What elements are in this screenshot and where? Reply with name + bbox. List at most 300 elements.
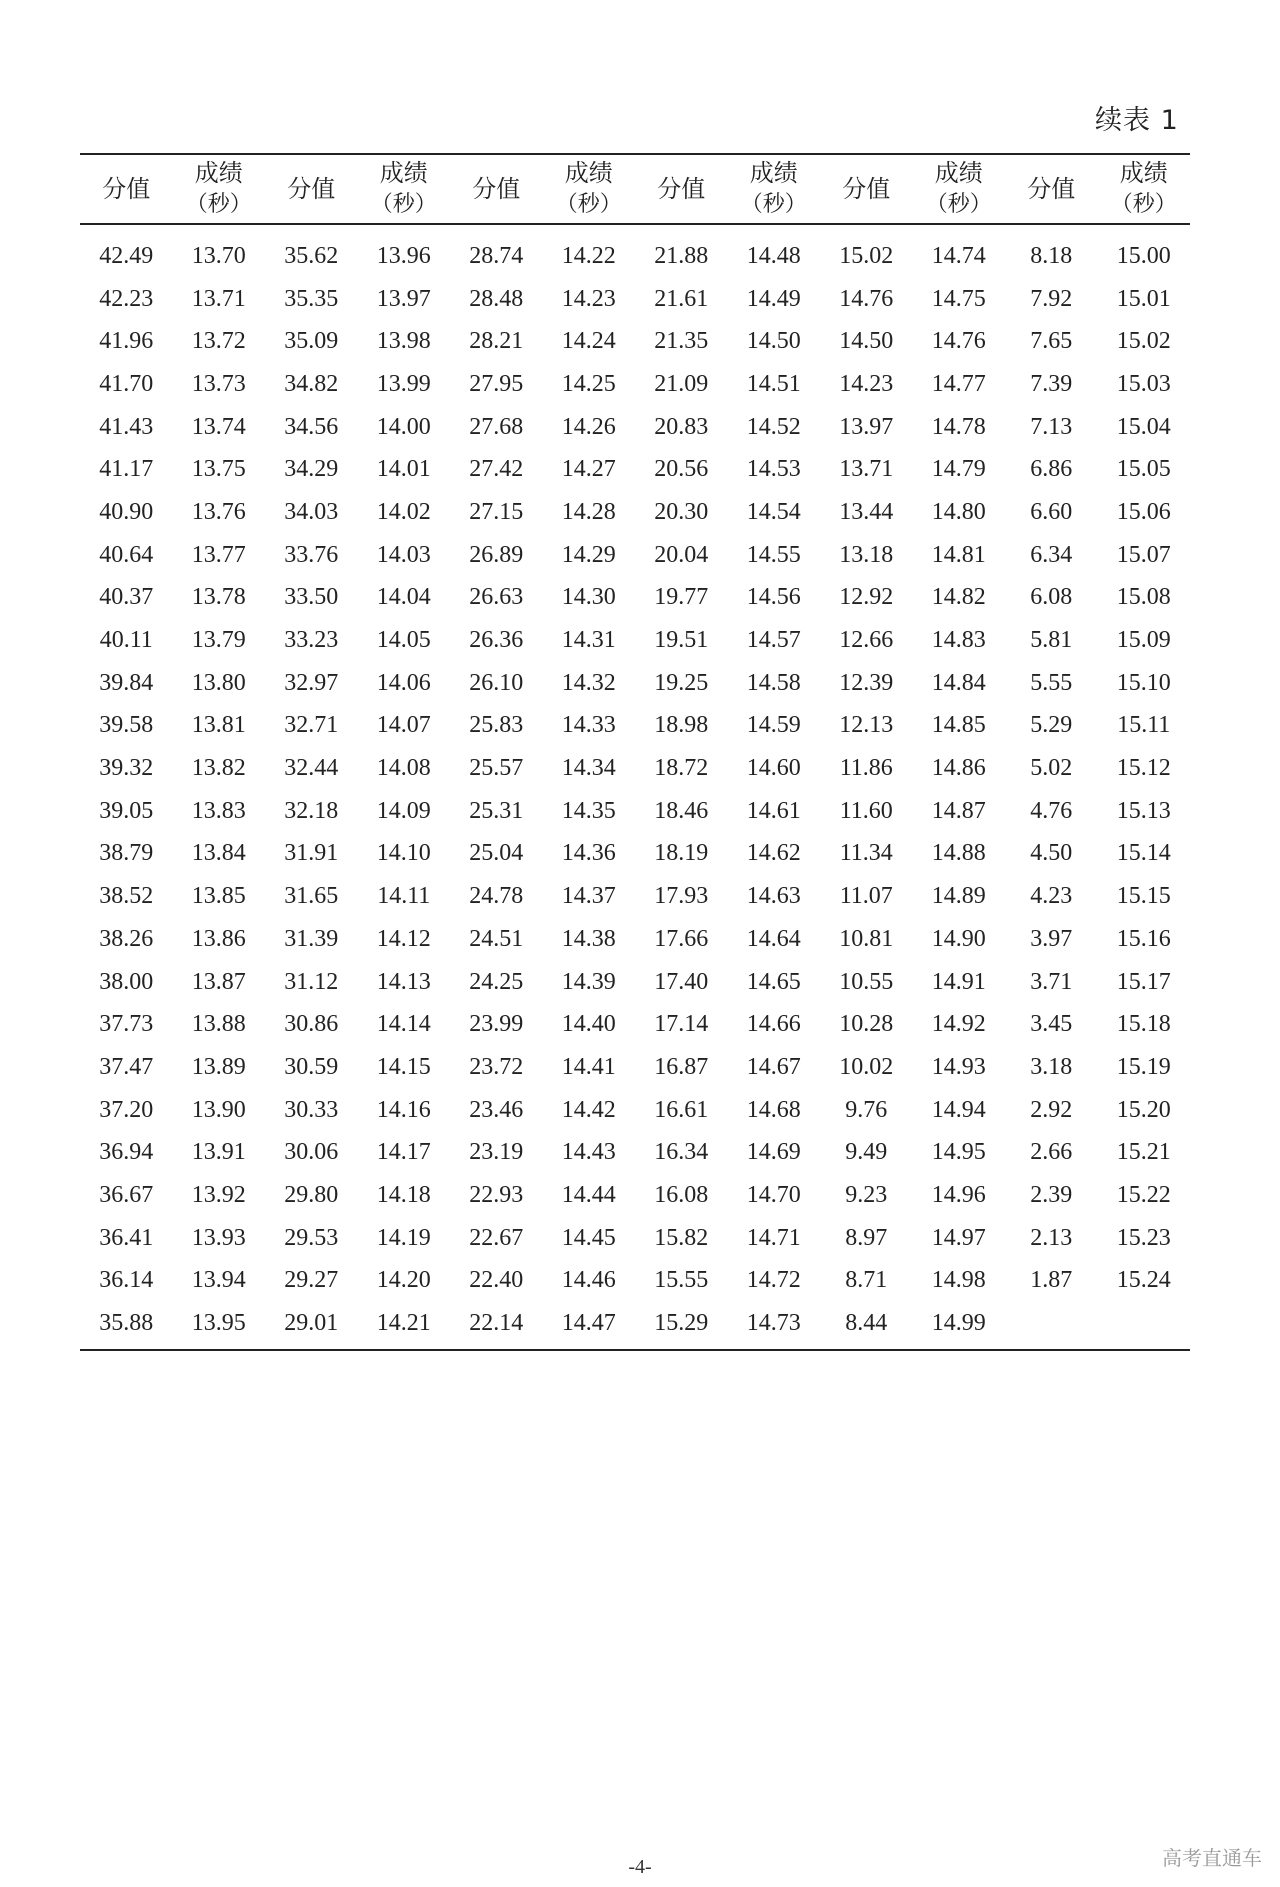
result-cell: 14.69 [746,1139,801,1166]
result-cell: 14.15 [376,1053,431,1080]
score-cell: 20.30 [654,498,709,525]
result-cell: 14.54 [746,498,801,525]
score-cell: 28.74 [469,242,524,269]
score-cell: 13.44 [839,498,894,525]
table-row [80,577,1190,620]
result-cell: 14.56 [746,584,801,611]
score-cell: 15.02 [839,242,894,269]
score-cell: 3.71 [1030,968,1073,995]
result-cell: 14.98 [931,1267,986,1294]
page-number: -4- [628,1856,652,1878]
score-cell: 6.08 [1030,584,1073,611]
result-cell: 14.38 [561,925,616,952]
table-row [80,1046,1190,1089]
score-cell: 30.59 [284,1053,339,1080]
table-row [80,1131,1190,1174]
result-cell: 14.13 [376,968,431,995]
score-cell: 26.63 [469,584,524,611]
result-cell: 14.74 [931,242,986,269]
score-cell: 18.98 [654,712,709,739]
header-score: 分值 [635,154,728,224]
result-cell: 14.19 [376,1224,431,1251]
score-cell: 39.58 [99,712,154,739]
result-cell: 13.77 [191,541,246,568]
result-cell: 13.84 [191,840,246,867]
table-row [80,833,1190,876]
header-score: 分值 [450,154,543,224]
result-cell: 14.30 [561,584,616,611]
score-cell: 38.26 [99,925,154,952]
score-cell: 6.34 [1030,541,1073,568]
result-cell: 13.78 [191,584,246,611]
result-cell: 14.35 [561,797,616,824]
score-cell: 14.23 [839,370,894,397]
result-cell: 13.98 [376,328,431,355]
score-cell: 9.23 [845,1181,888,1208]
result-cell: 13.76 [191,498,246,525]
result-cell: 14.50 [746,328,801,355]
score-cell: 30.06 [284,1139,339,1166]
result-cell: 15.00 [1116,242,1171,269]
header-result-label: 成绩 [749,159,798,187]
score-cell: 28.21 [469,328,524,355]
result-cell: 14.29 [561,541,616,568]
score-cell: 32.44 [284,755,339,782]
table-caption: 续表 1 [1095,105,1179,136]
score-cell: 38.52 [99,883,154,910]
score-cell: 23.99 [469,1011,524,1038]
score-cell: 32.18 [284,797,339,824]
score-cell: 20.04 [654,541,709,568]
result-cell: 14.23 [561,285,616,312]
header-result-unit: （秒） [185,192,252,217]
table-row [80,363,1190,406]
result-cell: 14.20 [376,1267,431,1294]
result-cell: 14.88 [931,840,986,867]
score-cell: 27.15 [469,498,524,525]
result-cell: 13.95 [173,1302,266,1350]
score-cell: 17.66 [654,925,709,952]
result-cell: 13.81 [191,712,246,739]
score-cell: 34.03 [284,498,339,525]
score-cell: 39.84 [99,669,154,696]
score-cell: 36.94 [99,1139,154,1166]
table-row [80,320,1190,363]
header-result-unit: （秒） [925,192,992,217]
result-cell: 14.81 [931,541,986,568]
result-cell: 14.97 [931,1224,986,1251]
table-body [80,224,1190,1350]
score-cell: 37.73 [99,1011,154,1038]
result-cell: 15.17 [1116,968,1171,995]
score-cell: 25.31 [469,797,524,824]
result-cell: 14.21 [358,1302,451,1350]
table-row [80,790,1190,833]
score-cell: 29.01 [265,1302,358,1350]
result-cell: 14.58 [746,669,801,696]
result-cell: 14.57 [746,627,801,654]
table-row [80,1260,1190,1303]
score-cell: 24.25 [469,968,524,995]
result-cell: 14.04 [376,584,431,611]
result-cell: 14.91 [931,968,986,995]
score-cell: 13.97 [839,413,894,440]
table-row [80,1003,1190,1046]
score-cell: 10.55 [839,968,894,995]
result-cell: 15.01 [1116,285,1171,312]
score-cell: 4.50 [1030,840,1073,867]
result-cell: 15.11 [1117,712,1171,739]
table-row [80,406,1190,449]
result-cell: 14.14 [376,1011,431,1038]
score-cell: 23.72 [469,1053,524,1080]
score-cell: 23.46 [469,1096,524,1123]
result-cell: 14.63 [746,883,801,910]
result-cell: 14.80 [931,498,986,525]
score-cell: 22.14 [450,1302,543,1350]
result-cell: 15.14 [1116,840,1171,867]
score-cell: 28.48 [469,285,524,312]
score-cell: 7.13 [1030,413,1073,440]
score-cell: 35.88 [80,1302,173,1350]
result-cell: 14.67 [746,1053,801,1080]
score-cell: 31.91 [284,840,339,867]
result-cell: 13.92 [191,1181,246,1208]
result-cell: 14.17 [376,1139,431,1166]
score-cell: 11.34 [839,840,893,867]
result-cell: 14.26 [561,413,616,440]
header-result [543,154,636,224]
result-cell: 13.83 [191,797,246,824]
table-row [80,1217,1190,1260]
score-cell: 36.41 [99,1224,154,1251]
result-cell: 14.01 [376,456,431,483]
result-cell: 14.51 [746,370,801,397]
score-cell: 5.02 [1030,755,1073,782]
result-cell: 14.11 [377,883,431,910]
result-cell: 13.75 [191,456,246,483]
result-cell: 14.68 [746,1096,801,1123]
score-cell: 36.67 [99,1181,154,1208]
score-cell: 38.00 [99,968,154,995]
result-cell: 14.52 [746,413,801,440]
table-row [80,662,1190,705]
table-row [80,619,1190,662]
result-cell: 14.82 [931,584,986,611]
result-cell: 15.02 [1116,328,1171,355]
score-cell: 7.65 [1030,328,1073,355]
score-cell: 8.71 [845,1267,888,1294]
score-cell: 24.51 [469,925,524,952]
score-cell: 36.14 [99,1267,154,1294]
score-cell: 6.60 [1030,498,1073,525]
score-cell: 12.92 [839,584,894,611]
table-row [80,1174,1190,1217]
score-cell: 16.34 [654,1139,709,1166]
header-result-unit: （秒） [1110,192,1177,217]
score-cell: 40.64 [99,541,154,568]
result-cell: 15.21 [1116,1139,1171,1166]
header-result [913,154,1006,224]
result-cell: 14.59 [746,712,801,739]
result-cell: 14.65 [746,968,801,995]
score-cell: 40.90 [99,498,154,525]
result-cell: 14.86 [931,755,986,782]
score-cell: 2.39 [1030,1181,1073,1208]
score-cell: 35.62 [284,242,339,269]
score-cell: 27.95 [469,370,524,397]
result-cell: 13.94 [191,1267,246,1294]
result-cell: 14.34 [561,755,616,782]
result-cell: 15.18 [1116,1011,1171,1038]
result-cell: 14.78 [931,413,986,440]
result-cell: 15.24 [1116,1267,1171,1294]
score-cell: 10.28 [839,1011,894,1038]
result-cell: 15.04 [1116,413,1171,440]
result-cell: 14.47 [543,1302,636,1350]
header-result-label: 成绩 [194,159,243,187]
score-cell: 29.80 [284,1181,339,1208]
score-cell: 8.97 [845,1224,888,1251]
header-result-label: 成绩 [934,159,983,187]
score-cell: 8.44 [820,1302,913,1350]
score-cell: 21.35 [654,328,709,355]
result-cell: 15.20 [1116,1096,1171,1123]
header-result [1098,154,1191,224]
result-cell: 14.44 [561,1181,616,1208]
result-cell: 14.61 [746,797,801,824]
result-cell: 15.10 [1116,669,1171,696]
score-cell: 3.18 [1030,1053,1073,1080]
result-cell: 13.73 [191,370,246,397]
table-row [80,961,1190,1004]
score-cell: 2.66 [1030,1139,1073,1166]
score-cell: 18.46 [654,797,709,824]
score-cell: 41.17 [99,456,154,483]
result-cell: 14.25 [561,370,616,397]
score-cell: 29.27 [284,1267,339,1294]
score-cell: 22.40 [469,1267,524,1294]
score-cell: 39.05 [99,797,154,824]
score-cell: 19.25 [654,669,709,696]
result-cell: 13.82 [191,755,246,782]
result-cell: 13.97 [376,285,431,312]
result-cell: 15.13 [1116,797,1171,824]
result-cell: 14.60 [746,755,801,782]
score-cell: 12.13 [839,712,894,739]
result-cell: 14.16 [376,1096,431,1123]
result-cell: 14.39 [561,968,616,995]
header-score: 分值 [80,154,173,224]
score-cell: 42.23 [99,285,154,312]
score-cell: 5.81 [1030,627,1073,654]
score-cell: 19.77 [654,584,709,611]
score-cell: 18.72 [654,755,709,782]
result-cell: 15.16 [1116,925,1171,952]
score-cell: 3.45 [1030,1011,1073,1038]
header-result [728,154,821,224]
score-cell: 10.02 [839,1053,894,1080]
result-cell: 14.05 [376,627,431,654]
table-row [80,534,1190,577]
score-cell: 13.71 [839,456,894,483]
result-cell: 14.36 [561,840,616,867]
score-cell: 31.65 [284,883,339,910]
result-cell: 14.49 [746,285,801,312]
score-cell: 26.10 [469,669,524,696]
header-result [358,154,451,224]
score-cell: 20.83 [654,413,709,440]
result-cell: 15.15 [1116,883,1171,910]
result-cell: 14.73 [728,1302,821,1350]
result-cell: 15.09 [1116,627,1171,654]
header-score: 分值 [1005,154,1098,224]
result-cell: 15.03 [1116,370,1171,397]
score-cell: 20.56 [654,456,709,483]
result-cell: 13.70 [191,242,246,269]
header-score: 分值 [265,154,358,224]
score-cell: 12.66 [839,627,894,654]
result-cell: 14.41 [561,1053,616,1080]
score-cell: 5.29 [1030,712,1073,739]
result-cell: 14.22 [561,242,616,269]
score-cell: 27.68 [469,413,524,440]
score-cell: 16.61 [654,1096,709,1123]
result-cell: 14.77 [931,370,986,397]
score-cell: 33.50 [284,584,339,611]
score-cell: 17.93 [654,883,709,910]
result-cell: 14.40 [561,1011,616,1038]
score-cell: 33.23 [284,627,339,654]
score-cell [1005,1302,1098,1350]
result-cell: 13.90 [191,1096,246,1123]
result-cell: 14.55 [746,541,801,568]
score-cell: 40.11 [99,627,153,654]
score-cell: 10.81 [839,925,894,952]
score-cell: 31.12 [284,968,339,995]
result-cell: 14.42 [561,1096,616,1123]
result-cell: 14.48 [746,242,801,269]
result-cell: 14.02 [376,498,431,525]
result-cell: 14.83 [931,627,986,654]
result-cell: 15.06 [1116,498,1171,525]
result-cell: 14.70 [746,1181,801,1208]
score-cell: 21.88 [654,242,709,269]
table-row [80,448,1190,491]
score-cell: 5.55 [1030,669,1073,696]
table-row [80,224,1190,278]
result-cell: 14.32 [561,669,616,696]
score-cell: 11.86 [839,755,893,782]
score-cell: 6.86 [1030,456,1073,483]
header-result [173,154,266,224]
score-cell: 16.87 [654,1053,709,1080]
score-cell: 27.42 [469,456,524,483]
watermark: 高考直通车 [1162,1846,1262,1870]
table-row [80,1302,1190,1350]
score-cell: 29.53 [284,1224,339,1251]
score-cell: 14.50 [839,328,894,355]
result-cell: 14.00 [376,413,431,440]
result-cell: 13.80 [191,669,246,696]
result-cell: 14.24 [561,328,616,355]
result-cell: 14.92 [931,1011,986,1038]
score-cell: 39.32 [99,755,154,782]
score-cell: 16.08 [654,1181,709,1208]
score-cell: 35.09 [284,328,339,355]
score-cell: 32.71 [284,712,339,739]
score-cell: 17.14 [654,1011,709,1038]
result-cell: 14.89 [931,883,986,910]
result-cell: 14.66 [746,1011,801,1038]
score-cell: 7.92 [1030,285,1073,312]
header-result-label: 成绩 [1119,159,1168,187]
result-cell: 14.33 [561,712,616,739]
result-cell: 15.19 [1116,1053,1171,1080]
result-cell: 13.85 [191,883,246,910]
result-cell: 14.79 [931,456,986,483]
result-cell: 13.74 [191,413,246,440]
score-cell: 9.76 [845,1096,888,1123]
score-cell: 21.09 [654,370,709,397]
result-cell: 14.93 [931,1053,986,1080]
score-cell: 25.83 [469,712,524,739]
score-cell: 7.39 [1030,370,1073,397]
score-cell: 40.37 [99,584,154,611]
score-cell: 15.29 [635,1302,728,1350]
score-cell: 23.19 [469,1139,524,1166]
result-cell: 14.28 [561,498,616,525]
result-cell: 14.09 [376,797,431,824]
score-cell: 22.93 [469,1181,524,1208]
result-cell: 15.08 [1116,584,1171,611]
result-cell: 14.72 [746,1267,801,1294]
score-cell: 14.76 [839,285,894,312]
result-cell: 13.93 [191,1224,246,1251]
result-cell: 14.08 [376,755,431,782]
score-cell: 11.60 [839,797,893,824]
result-cell: 14.18 [376,1181,431,1208]
score-cell: 3.97 [1030,925,1073,952]
result-cell: 15.07 [1116,541,1171,568]
result-cell: 13.71 [191,285,246,312]
result-cell: 15.23 [1116,1224,1171,1251]
score-cell: 26.36 [469,627,524,654]
score-cell: 1.87 [1030,1267,1073,1294]
score-cell: 33.76 [284,541,339,568]
table-row [80,747,1190,790]
score-cell: 32.97 [284,669,339,696]
score-cell: 17.40 [654,968,709,995]
result-cell: 14.95 [931,1139,986,1166]
result-cell: 15.05 [1116,456,1171,483]
score-cell: 15.82 [654,1224,709,1251]
result-cell: 14.71 [746,1224,801,1251]
result-cell: 15.22 [1116,1181,1171,1208]
score-cell: 25.57 [469,755,524,782]
score-cell: 12.39 [839,669,894,696]
result-cell: 14.62 [746,840,801,867]
result-cell: 13.88 [191,1011,246,1038]
table-row [80,491,1190,534]
table-row [80,875,1190,918]
result-cell: 14.07 [376,712,431,739]
result-cell: 14.10 [376,840,431,867]
score-cell: 15.55 [654,1267,709,1294]
result-cell: 14.85 [931,712,986,739]
table-header-row [80,154,1190,224]
result-cell: 13.86 [191,925,246,952]
